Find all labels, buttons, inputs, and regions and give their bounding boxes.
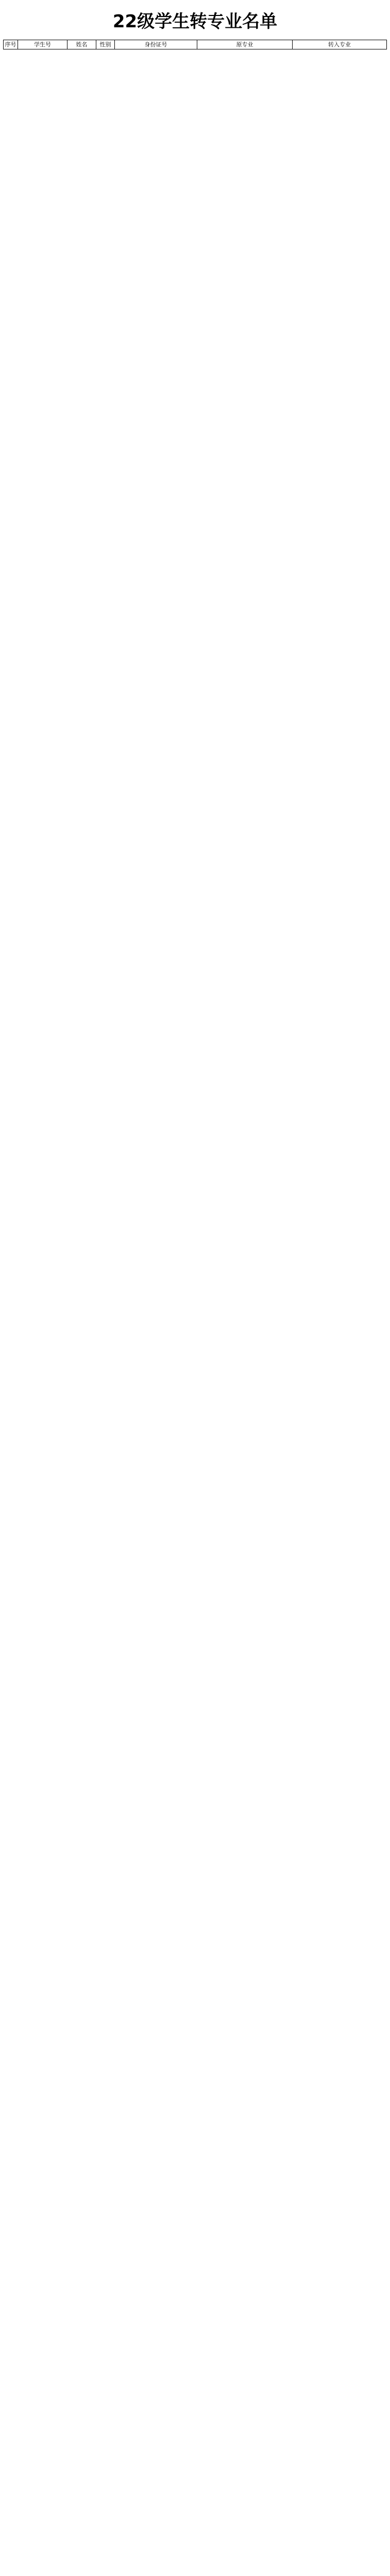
header-no: 序号 [4, 40, 18, 49]
header-gender: 性别 [96, 40, 115, 49]
header-id-card: 身份证号 [115, 40, 197, 49]
header-new-major: 转入专业 [293, 40, 387, 49]
document-title: 22级学生转专业名单 [112, 11, 278, 32]
header-original-major: 原专业 [197, 40, 293, 49]
table-header-row [4, 40, 387, 49]
major-transfer-table [3, 40, 387, 49]
header-student-id: 学生号 [18, 40, 67, 49]
header-name: 姓名 [67, 40, 96, 49]
